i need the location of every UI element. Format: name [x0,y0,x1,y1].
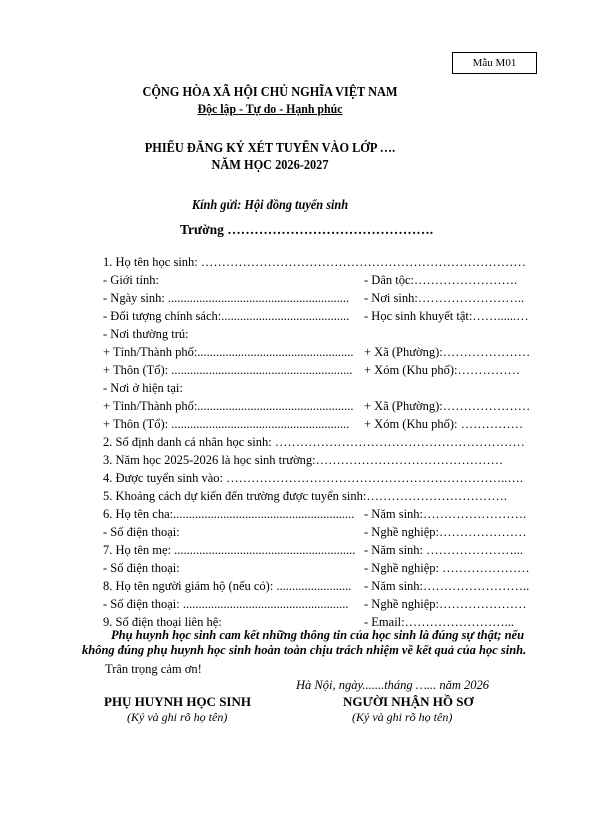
form-field-left: - Nơi thường trú: [103,327,189,341]
form-field-left: 8. Họ tên người giám hộ (nếu có): ........................ [103,579,352,593]
form-field-right: - Năm sinh: …………………... [364,543,524,557]
form-field-right: - Năm sinh:…………………….. [364,579,530,593]
form-title: PHIẾU ĐĂNG KÝ XÉT TUYỂN VÀO LỚP …. [144,140,396,155]
school-year: NĂM HỌC 2026-2027 [211,157,329,172]
form-field-left: - Ngày sinh: .......................................................... [103,291,350,305]
form-field-left: - Giới tính: [103,273,159,287]
form-field-right: + Xóm (Khu phố):…………… [364,363,520,377]
closing-text: Trân trọng cảm ơn! [105,662,202,676]
commitment-line-1: Phụ huynh học sinh cam kết những thông tin của học sinh là đúng sự thật; nếu [111,628,525,642]
form-field-right: - Nghề nghiệp: ………………… [364,561,530,575]
form-field-left: + Thôn (Tổ): .......................................................... [103,363,353,377]
form-field-left: 2. Số định danh cá nhân học sinh: …………………………………………………… [103,435,525,449]
receiver-signature-title: NGƯỜI NHẬN HỒ SƠ [343,694,474,709]
form-field-left: + Thôn (Tổ): ......................................................... [103,417,350,431]
form-field-right: - Nghề nghiệp:………………… [364,525,527,539]
date-line: Hà Nội, ngày.......tháng …... năm 2026 [296,678,490,692]
form-field-right: - Email:……………………... [364,615,514,629]
form-field-right: - Nơi sinh:…………………….. [364,291,525,305]
parent-signature-note: (Ký và ghi rõ họ tên) [127,710,228,724]
form-field-left: + Tỉnh/Thành phố:.................................................. [103,399,354,413]
recipient: Kính gửi: Hội đồng tuyển sinh [191,197,349,212]
form-field-left: - Số điện thoại: ..................................................... [103,597,349,611]
school-line: Trường ………………………………………. [180,222,434,237]
commitment-line-2: không đúng phụ huynh học sinh hoàn toàn chịu trách nhiệm về kết quả của học sinh. [82,643,527,657]
form-field-left: - Số điện thoại: [103,525,180,539]
country-name: CỘNG HÒA XÃ HỘI CHỦ NGHĨA VIỆT NAM [142,84,398,99]
form-field-left: - Nơi ở hiện tại: [103,381,183,395]
form-field-left: 4. Được tuyển sinh vào: …………………………………………………………..…. [103,471,523,485]
receiver-signature-note: (Ký và ghi rõ họ tên) [352,710,453,724]
form-field-right: + Xã (Phường):………………… [364,399,531,413]
form-field-left: 9. Số điện thoại liên hệ: [103,615,222,629]
form-field-right: - Năm sinh:……………………. [364,507,527,521]
form-field-left: 1. Họ tên học sinh: …………………………………………………………………… [103,255,526,269]
motto [0,101,540,117]
form-field-left: 5. Khoảng cách dự kiến đến trường được tuyển sinh:……………………………. [103,489,507,503]
form-field-left: - Số điện thoại: [103,561,180,575]
form-field-right: + Xóm (Khu phố): …………… [364,417,524,431]
form-field-left: 3. Năm học 2025-2026 là học sinh trường:……………………………………… [103,453,504,467]
form-field-left: 7. Họ tên mẹ: .......................................................... [103,543,356,557]
form-field-left: - Đối tượng chính sách:......................................... [103,309,350,323]
parent-signature-title: PHỤ HUYNH HỌC SINH [104,694,251,709]
form-field-left: 6. Họ tên cha:.......................................................... [103,507,355,521]
form-field-left: + Tỉnh/Thành phố:.................................................. [103,345,354,359]
form-field-right: - Dân tộc:……………………. [364,273,518,287]
form-field-right: - Học sinh khuyết tật:……......… [364,309,529,323]
form-field-right: + Xã (Phường):………………… [364,345,531,359]
motto-text: Độc lập - Tự do - Hạnh phúc [197,101,343,116]
form-code-box: Mẫu M01 [452,52,537,74]
form-field-right: - Nghề nghiệp:………………… [364,597,527,611]
